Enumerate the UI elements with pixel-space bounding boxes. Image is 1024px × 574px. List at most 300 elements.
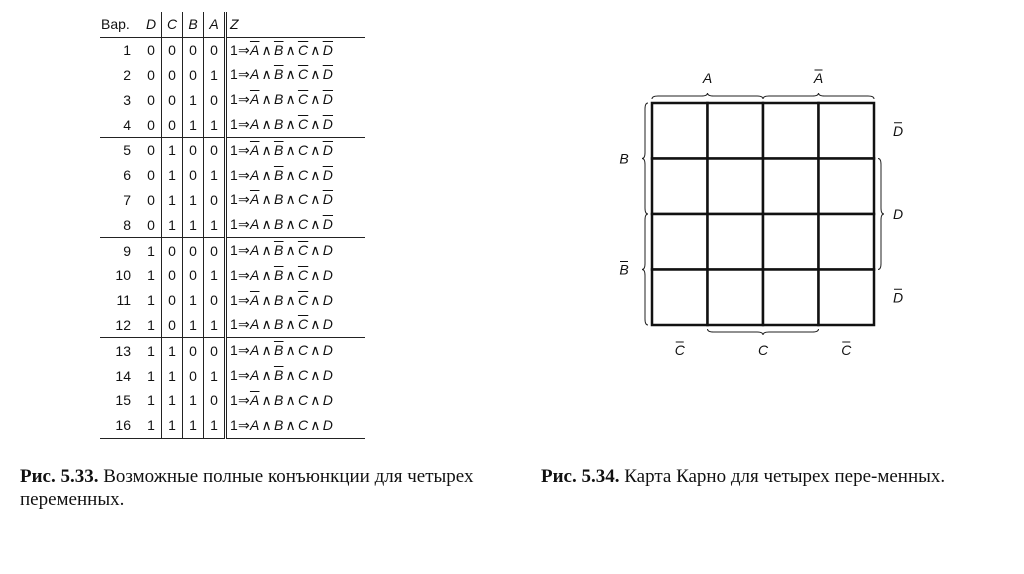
table-row xyxy=(100,188,365,213)
bit-b: 0 xyxy=(183,263,204,288)
z-value: 1 xyxy=(230,91,238,108)
implication-arrow: ⇒ xyxy=(238,216,250,233)
z-value: 1 xyxy=(230,266,238,283)
literal: D xyxy=(322,391,334,408)
header-b: B xyxy=(183,12,204,37)
z-value: 1 xyxy=(230,41,238,58)
implication-arrow: ⇒ xyxy=(238,141,250,158)
literal: $\overline{C}$ xyxy=(297,242,309,259)
variant-number: 2 xyxy=(123,66,131,83)
bit-c: 1 xyxy=(162,212,183,237)
figure-caption-5-33 xyxy=(20,465,480,511)
bit-b: 0 xyxy=(183,137,204,162)
variant-number: 6 xyxy=(123,167,131,184)
variant-number: 3 xyxy=(123,91,131,108)
literal: C xyxy=(297,191,309,208)
label-top-not-a: A xyxy=(813,70,824,86)
bit-a: 1 xyxy=(204,112,226,137)
table-row xyxy=(100,212,365,237)
bit-b: 1 xyxy=(183,87,204,112)
literal: A xyxy=(249,367,260,384)
literal: A xyxy=(249,342,260,359)
bit-c: 0 xyxy=(162,238,183,263)
variant-number: 4 xyxy=(123,116,131,133)
literal: A xyxy=(249,266,260,283)
literal: $\overline{D}$ xyxy=(322,66,334,83)
literal: D xyxy=(322,416,334,433)
and-operator: ∧ xyxy=(261,166,272,183)
literal: D xyxy=(322,367,334,384)
conjunction-term xyxy=(226,63,366,88)
z-value: 1 xyxy=(230,367,238,384)
figure-caption-5-34 xyxy=(541,465,991,488)
kmap-cell xyxy=(708,103,764,159)
literal: $\overline{B}$ xyxy=(273,242,284,259)
and-operator: ∧ xyxy=(310,316,321,333)
bit-a: 1 xyxy=(204,212,226,237)
z-value: 1 xyxy=(230,141,238,158)
kmap-cell xyxy=(763,270,819,326)
bit-c: 0 xyxy=(162,313,183,338)
and-operator: ∧ xyxy=(261,41,272,58)
kmap-cell xyxy=(652,270,708,326)
kmap-cell xyxy=(763,214,819,270)
label-top-a: A xyxy=(702,70,713,86)
implication-arrow: ⇒ xyxy=(238,416,250,433)
and-operator: ∧ xyxy=(261,416,272,433)
and-operator: ∧ xyxy=(285,116,296,133)
and-operator: ∧ xyxy=(310,41,321,58)
implication-arrow: ⇒ xyxy=(238,391,250,408)
and-operator: ∧ xyxy=(310,416,321,433)
and-operator: ∧ xyxy=(261,367,272,384)
conjunction-term xyxy=(226,37,366,62)
bit-a: 0 xyxy=(204,288,226,313)
literal: C xyxy=(297,141,309,158)
kmap-cell xyxy=(819,159,875,215)
literal: $\overline{D}$ xyxy=(322,41,334,58)
bit-a: 1 xyxy=(204,413,226,438)
bit-c: 0 xyxy=(162,63,183,88)
bit-d: 0 xyxy=(147,216,155,233)
bit-d: 1 xyxy=(141,338,162,363)
brace-top-not-a xyxy=(763,93,874,99)
literal: $\overline{B}$ xyxy=(273,141,284,158)
term-expression xyxy=(230,216,333,232)
literal: B xyxy=(273,391,284,408)
literal: $\overline{C}$ xyxy=(297,291,309,308)
kmap-cell xyxy=(763,103,819,159)
variant-number: 13 xyxy=(100,338,141,363)
bit-c: 1 xyxy=(162,163,183,188)
variant-number: 10 xyxy=(115,267,131,284)
and-operator: ∧ xyxy=(310,367,321,384)
literal: A xyxy=(249,116,260,133)
bit-c: 1 xyxy=(162,363,183,388)
literal: D xyxy=(322,242,334,259)
and-operator: ∧ xyxy=(310,216,321,233)
bit-d: 1 xyxy=(147,267,155,284)
variant-number: 5 xyxy=(100,137,141,162)
and-operator: ∧ xyxy=(261,291,272,308)
term-expression xyxy=(230,342,333,358)
implication-arrow: ⇒ xyxy=(238,291,250,308)
term-expression xyxy=(230,191,333,207)
variant-number: 15 xyxy=(115,392,131,409)
bit-a: 0 xyxy=(204,238,226,263)
bit-a: 0 xyxy=(204,37,226,62)
conjunction-term xyxy=(226,212,366,237)
implication-arrow: ⇒ xyxy=(238,316,250,333)
and-operator: ∧ xyxy=(285,191,296,208)
bit-b: 0 xyxy=(183,163,204,188)
and-operator: ∧ xyxy=(285,342,296,359)
bit-a: 1 xyxy=(204,163,226,188)
term-expression xyxy=(230,417,333,433)
z-value: 1 xyxy=(230,116,238,133)
kmap-cell xyxy=(763,159,819,215)
label-bottom-c: C xyxy=(757,342,769,358)
conjunction-term xyxy=(226,363,366,388)
implication-arrow: ⇒ xyxy=(238,266,250,283)
table-row xyxy=(100,112,365,137)
bit-d: 0 xyxy=(147,91,155,108)
literal: $\overline{B}$ xyxy=(273,342,284,359)
and-operator: ∧ xyxy=(285,66,296,83)
truth-table xyxy=(100,12,365,439)
bit-a: 0 xyxy=(204,388,226,413)
literal: A xyxy=(249,416,260,433)
and-operator: ∧ xyxy=(261,316,272,333)
bit-c: 1 xyxy=(162,137,183,162)
and-operator: ∧ xyxy=(261,216,272,233)
and-operator: ∧ xyxy=(261,91,272,108)
literal: A xyxy=(249,166,260,183)
term-expression xyxy=(230,116,333,132)
implication-arrow: ⇒ xyxy=(238,66,250,83)
term-expression xyxy=(230,367,333,383)
literal: $\overline{B}$ xyxy=(273,266,284,283)
and-operator: ∧ xyxy=(310,191,321,208)
kmap-cell xyxy=(652,103,708,159)
table-row xyxy=(100,137,365,162)
literal: $\overline{B}$ xyxy=(273,41,284,58)
literal: C xyxy=(297,391,309,408)
literal: B xyxy=(273,91,284,108)
kmap-cell xyxy=(819,214,875,270)
caption-text: Карта Карно для четырех пере-менных. xyxy=(624,466,946,487)
z-value: 1 xyxy=(230,166,238,183)
conjunction-term xyxy=(226,313,366,338)
and-operator: ∧ xyxy=(285,216,296,233)
literal: C xyxy=(297,416,309,433)
bit-b: 0 xyxy=(183,37,204,62)
table-row xyxy=(100,288,365,313)
bit-d: 1 xyxy=(141,413,162,438)
variant-number: 11 xyxy=(116,292,131,309)
table-header-row xyxy=(100,12,365,37)
brace-left-b xyxy=(642,103,648,214)
literal: $\overline{D}$ xyxy=(322,166,334,183)
kmap-cell xyxy=(819,103,875,159)
term-expression xyxy=(230,167,333,183)
and-operator: ∧ xyxy=(310,291,321,308)
and-operator: ∧ xyxy=(310,266,321,283)
bit-a: 0 xyxy=(204,338,226,363)
bit-b: 1 xyxy=(183,388,204,413)
literal: B xyxy=(273,291,284,308)
table-row xyxy=(100,87,365,112)
literal: A xyxy=(249,66,260,83)
bit-d: 0 xyxy=(147,116,155,133)
and-operator: ∧ xyxy=(285,391,296,408)
term-expression xyxy=(230,242,333,258)
brace-bottom-c xyxy=(708,329,819,335)
bit-d: 0 xyxy=(147,66,155,83)
bit-b: 1 xyxy=(183,413,204,438)
label-bottom-not-c-right: C xyxy=(841,342,852,358)
variant-number: 1 xyxy=(123,42,131,59)
label-right-d: D xyxy=(892,206,904,222)
conjunction-term xyxy=(226,288,366,313)
implication-arrow: ⇒ xyxy=(238,242,250,259)
kmap-cell xyxy=(652,159,708,215)
brace-left-not-b xyxy=(642,214,648,325)
caption-text: Возможные полные конъюнкции для четырех переменных. xyxy=(20,466,474,510)
and-operator: ∧ xyxy=(285,316,296,333)
implication-arrow: ⇒ xyxy=(238,41,250,58)
variant-number: 12 xyxy=(115,316,131,333)
bit-b: 0 xyxy=(183,338,204,363)
literal: $\overline{D}$ xyxy=(322,116,334,133)
literal: D xyxy=(322,316,334,333)
and-operator: ∧ xyxy=(261,391,272,408)
bit-d: 0 xyxy=(147,42,155,59)
z-value: 1 xyxy=(230,242,238,259)
and-operator: ∧ xyxy=(310,391,321,408)
brace-right-d xyxy=(878,159,884,270)
and-operator: ∧ xyxy=(285,242,296,259)
and-operator: ∧ xyxy=(261,342,272,359)
table-row xyxy=(100,338,365,363)
conjunction-term xyxy=(226,388,366,413)
table-row xyxy=(100,63,365,88)
label-right-not-d-bottom: D xyxy=(892,289,904,306)
literal: D xyxy=(322,291,334,308)
conjunction-term xyxy=(226,112,366,137)
table-row xyxy=(100,313,365,338)
implication-arrow: ⇒ xyxy=(238,91,250,108)
and-operator: ∧ xyxy=(285,166,296,183)
literal: $\overline{A}$ xyxy=(249,91,260,108)
conjunction-term xyxy=(226,163,366,188)
conjunction-term xyxy=(226,87,366,112)
literal: B xyxy=(273,216,284,233)
table-row xyxy=(100,413,365,438)
bit-c: 1 xyxy=(162,188,183,213)
variant-number: 7 xyxy=(123,191,131,208)
bit-c: 0 xyxy=(162,112,183,137)
bit-b: 1 xyxy=(183,112,204,137)
z-value: 1 xyxy=(230,391,238,408)
and-operator: ∧ xyxy=(285,266,296,283)
literal: C xyxy=(297,166,309,183)
bit-b: 1 xyxy=(183,288,204,313)
and-operator: ∧ xyxy=(261,116,272,133)
literal: $\overline{C}$ xyxy=(297,266,309,283)
conjunction-term xyxy=(226,137,366,162)
bit-b: 1 xyxy=(183,212,204,237)
and-operator: ∧ xyxy=(261,242,272,259)
literal: $\overline{D}$ xyxy=(322,91,334,108)
conjunction-term xyxy=(226,338,366,363)
bit-d: 1 xyxy=(147,292,155,309)
z-value: 1 xyxy=(230,316,238,333)
literal: B xyxy=(273,116,284,133)
header-a: A xyxy=(204,12,226,37)
conjunction-term xyxy=(226,413,366,438)
bit-a: 0 xyxy=(204,137,226,162)
literal: A xyxy=(249,316,260,333)
implication-arrow: ⇒ xyxy=(238,116,250,133)
z-value: 1 xyxy=(230,291,238,308)
and-operator: ∧ xyxy=(310,66,321,83)
literal: A xyxy=(249,242,260,259)
label-bottom-not-c-left: C xyxy=(674,342,685,358)
label-left-b: B xyxy=(619,150,629,167)
literal: $\overline{D}$ xyxy=(322,216,334,233)
and-operator: ∧ xyxy=(310,116,321,133)
literal: $\overline{B}$ xyxy=(273,367,284,384)
variant-number: 9 xyxy=(100,238,141,263)
z-value: 1 xyxy=(230,416,238,433)
table-row xyxy=(100,238,365,263)
bit-c: 1 xyxy=(162,388,183,413)
bit-d: 1 xyxy=(141,238,162,263)
literal: C xyxy=(297,216,309,233)
bit-a: 0 xyxy=(204,188,226,213)
literal: $\overline{D}$ xyxy=(322,191,334,208)
header-d: D xyxy=(141,12,162,37)
table-row xyxy=(100,263,365,288)
term-expression xyxy=(230,267,333,283)
literal: B xyxy=(273,416,284,433)
term-expression xyxy=(230,292,333,308)
term-expression xyxy=(230,392,333,408)
and-operator: ∧ xyxy=(261,141,272,158)
and-operator: ∧ xyxy=(310,242,321,259)
literal: D xyxy=(322,342,334,359)
brace-top-a xyxy=(652,93,763,99)
implication-arrow: ⇒ xyxy=(238,191,250,208)
caption-label: Рис. 5.33. xyxy=(20,466,99,487)
kmap-cell xyxy=(708,214,764,270)
literal: $\overline{B}$ xyxy=(273,166,284,183)
and-operator: ∧ xyxy=(285,367,296,384)
header-z: Z xyxy=(226,12,366,37)
table-row xyxy=(100,163,365,188)
z-value: 1 xyxy=(230,216,238,233)
bit-b: 0 xyxy=(183,238,204,263)
bit-b: 0 xyxy=(183,363,204,388)
label-right-not-d-top: D xyxy=(892,122,904,139)
literal: D xyxy=(322,266,334,283)
and-operator: ∧ xyxy=(310,141,321,158)
literal: B xyxy=(273,316,284,333)
and-operator: ∧ xyxy=(285,291,296,308)
bit-c: 0 xyxy=(162,37,183,62)
and-operator: ∧ xyxy=(261,191,272,208)
bit-a: 1 xyxy=(204,63,226,88)
bit-d: 1 xyxy=(147,316,155,333)
bit-b: 1 xyxy=(183,188,204,213)
z-value: 1 xyxy=(230,342,238,359)
variant-number: 16 xyxy=(100,413,141,438)
bit-b: 1 xyxy=(183,313,204,338)
and-operator: ∧ xyxy=(261,266,272,283)
kmap-cell xyxy=(708,159,764,215)
bit-d: 1 xyxy=(147,392,155,409)
and-operator: ∧ xyxy=(310,166,321,183)
bit-c: 0 xyxy=(162,263,183,288)
variant-number: 14 xyxy=(115,367,131,384)
and-operator: ∧ xyxy=(261,66,272,83)
literal: A xyxy=(249,216,260,233)
literal: $\overline{B}$ xyxy=(273,66,284,83)
and-operator: ∧ xyxy=(310,91,321,108)
bit-a: 1 xyxy=(204,363,226,388)
kmap-cell xyxy=(652,214,708,270)
kmap-cell xyxy=(708,270,764,326)
bit-d: 1 xyxy=(147,367,155,384)
caption-label: Рис. 5.34. xyxy=(541,466,620,487)
and-operator: ∧ xyxy=(285,41,296,58)
literal: $\overline{A}$ xyxy=(249,291,260,308)
literal: $\overline{C}$ xyxy=(297,41,309,58)
table-body xyxy=(100,37,365,438)
bit-a: 0 xyxy=(204,87,226,112)
term-expression xyxy=(230,42,333,58)
header-variant: Вар. xyxy=(100,12,141,37)
header-c: C xyxy=(162,12,183,37)
bit-c: 1 xyxy=(162,413,183,438)
z-value: 1 xyxy=(230,66,238,83)
implication-arrow: ⇒ xyxy=(238,342,250,359)
kmap-cell xyxy=(819,270,875,326)
term-expression xyxy=(230,142,333,158)
karnaugh-map xyxy=(590,55,930,385)
literal: $\overline{A}$ xyxy=(249,41,260,58)
term-expression xyxy=(230,316,333,332)
and-operator: ∧ xyxy=(310,342,321,359)
implication-arrow: ⇒ xyxy=(238,166,250,183)
literal: $\overline{D}$ xyxy=(322,141,334,158)
and-operator: ∧ xyxy=(285,416,296,433)
conjunction-term xyxy=(226,238,366,263)
bit-a: 1 xyxy=(204,263,226,288)
literal: $\overline{C}$ xyxy=(297,116,309,133)
literal: $\overline{A}$ xyxy=(249,191,260,208)
bit-b: 0 xyxy=(183,63,204,88)
conjunction-term xyxy=(226,263,366,288)
term-expression xyxy=(230,91,333,107)
bit-d: 0 xyxy=(141,137,162,162)
term-expression xyxy=(230,66,333,82)
literal: $\overline{A}$ xyxy=(249,141,260,158)
literal: $\overline{C}$ xyxy=(297,66,309,83)
literal: C xyxy=(297,367,309,384)
variant-number: 8 xyxy=(123,216,131,233)
